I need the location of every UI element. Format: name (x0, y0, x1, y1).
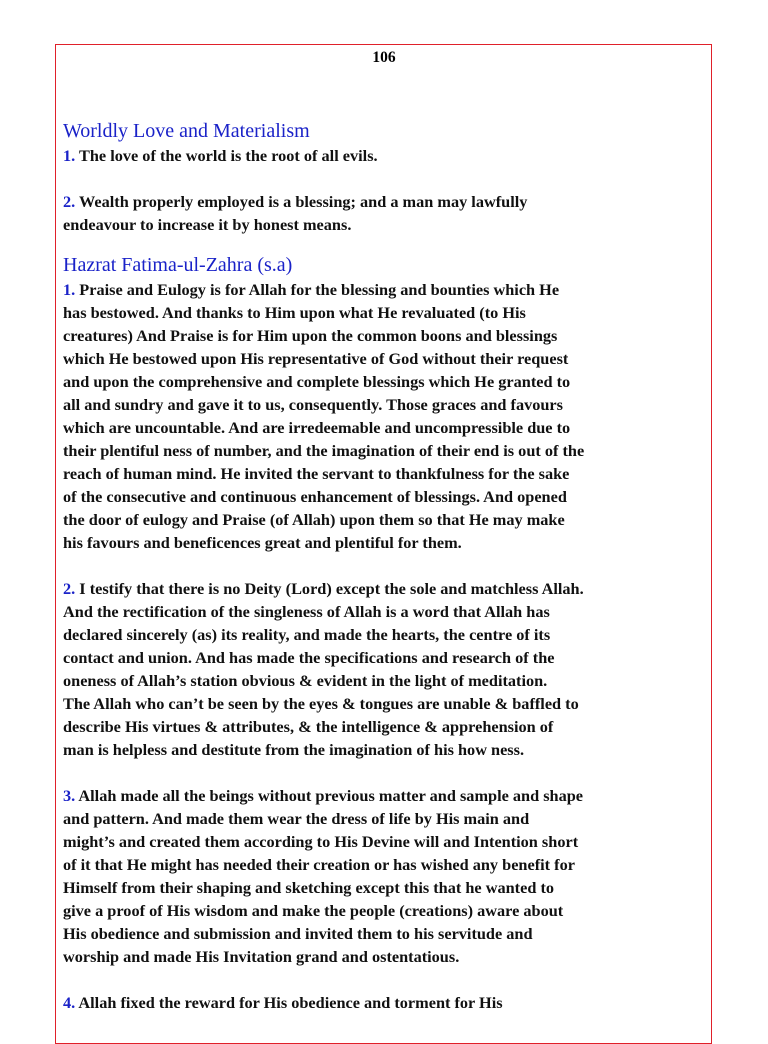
line-text: The love of the world is the root of all evils. (79, 146, 378, 165)
section-heading: Hazrat Fatima-ul-Zahra (s.a) (63, 254, 293, 276)
numbered-paragraph (63, 278, 713, 554)
line-text: and upon the comprehensive and complete blessings which He granted to (63, 372, 571, 391)
line-text: and pattern. And made them wear the dress of life by His main and (63, 809, 530, 828)
line-text: which He bestowed upon His representative of God without their request (63, 349, 569, 368)
line-text: reach of human mind. He invited the servant to thankfulness for the sake (63, 464, 570, 483)
paragraph-line (63, 370, 713, 393)
numbered-paragraph (63, 577, 713, 761)
paragraph-line (63, 508, 713, 531)
paragraph-line (63, 807, 713, 830)
section-heading: Worldly Love and Materialism (63, 120, 310, 142)
paragraph-line (63, 278, 713, 301)
line-text: His obedience and submission and invited them to his servitude and (63, 924, 533, 943)
line-text: Allah made all the beings without previous matter and sample and shape (78, 786, 584, 805)
item-number: 4. (63, 993, 76, 1012)
paragraph-line (63, 853, 713, 876)
line-text: oneness of Allah’s station obvious & evident in the light of meditation. (63, 671, 548, 690)
line-text: the door of eulogy and Praise (of Allah) upon them so that He may make (63, 510, 565, 529)
item-number: 2. (63, 192, 76, 211)
line-text: man is helpless and destitute from the imagination of his how ness. (63, 740, 525, 759)
line-text: Praise and Eulogy is for Allah for the blessing and bounties which He (79, 280, 560, 299)
line-text: And the rectification of the singleness of Allah is a word that Allah has (63, 602, 550, 621)
line-text: I testify that there is no Deity (Lord) except the sole and matchless Allah. (79, 579, 584, 598)
item-number: 2. (63, 579, 76, 598)
line-text: endeavour to increase it by honest means. (63, 215, 352, 234)
paragraph-line (63, 301, 713, 324)
paragraph-line (63, 347, 713, 370)
line-text: Allah fixed the reward for His obedience and torment for His (78, 993, 503, 1012)
line-text: Wealth properly employed is a blessing; and a man may lawfully (79, 192, 528, 211)
line-text: of the consecutive and continuous enhancement of blessings. And opened (63, 487, 567, 506)
paragraph-line (63, 439, 713, 462)
paragraph-line (63, 416, 713, 439)
paragraph-line (63, 623, 713, 646)
line-text: which are uncountable. And are irredeemable and uncompressible due to (63, 418, 571, 437)
paragraph-line (63, 485, 713, 508)
paragraph-line (63, 531, 713, 554)
line-text: worship and made His Invitation grand and ostentatious. (63, 947, 460, 966)
line-text: give a proof of His wisdom and make the people (creations) aware about (63, 901, 564, 920)
line-text: Himself from their shaping and sketching except this that he wanted to (63, 878, 555, 897)
paragraph-line (63, 715, 713, 738)
paragraph-line (63, 784, 713, 807)
line-text: has bestowed. And thanks to Him upon what He revaluated (to His (63, 303, 526, 322)
item-number: 3. (63, 786, 76, 805)
numbered-paragraph (63, 784, 713, 968)
numbered-paragraph (63, 991, 713, 1014)
numbered-paragraph (63, 144, 713, 167)
line-text: contact and union. And has made the specifications and research of the (63, 648, 555, 667)
paragraph-line (63, 577, 713, 600)
item-number: 1. (63, 146, 76, 165)
paragraph-line (63, 830, 713, 853)
paragraph-line (63, 324, 713, 347)
paragraph-line (63, 190, 713, 213)
paragraph-line (63, 876, 713, 899)
line-text: creatures) And Praise is for Him upon the common boons and blessings (63, 326, 558, 345)
item-number: 1. (63, 280, 76, 299)
line-text: might’s and created them according to His Devine will and Intention short (63, 832, 579, 851)
paragraph-line (63, 646, 713, 669)
paragraph-line (63, 600, 713, 623)
paragraph-line (63, 669, 713, 692)
line-text: declared sincerely (as) its reality, and made the hearts, the centre of its (63, 625, 551, 644)
page-number: 106 (372, 49, 396, 66)
numbered-paragraph (63, 190, 713, 236)
paragraph-line (63, 144, 713, 167)
line-text: his favours and beneficences great and plentiful for them. (63, 533, 462, 552)
paragraph-line (63, 738, 713, 761)
line-text: The Allah who can’t be seen by the eyes & tongues are unable & baffled to (63, 694, 579, 713)
paragraph-line (63, 899, 713, 922)
paragraph-line (63, 991, 713, 1014)
paragraph-line (63, 393, 713, 416)
line-text: of it that He might has needed their creation or has wished any benefit for (63, 855, 575, 874)
paragraph-line (63, 922, 713, 945)
line-text: all and sundry and gave it to us, consequently. Those graces and favours (63, 395, 563, 414)
line-text: describe His virtues & attributes, & the intelligence & apprehension of (63, 717, 554, 736)
paragraph-line (63, 692, 713, 715)
document-body (63, 118, 713, 1014)
paragraph-line (63, 213, 713, 236)
paragraph-line (63, 945, 713, 968)
line-text: their plentiful ness of number, and the imagination of their end is out of the (63, 441, 585, 460)
paragraph-line (63, 462, 713, 485)
